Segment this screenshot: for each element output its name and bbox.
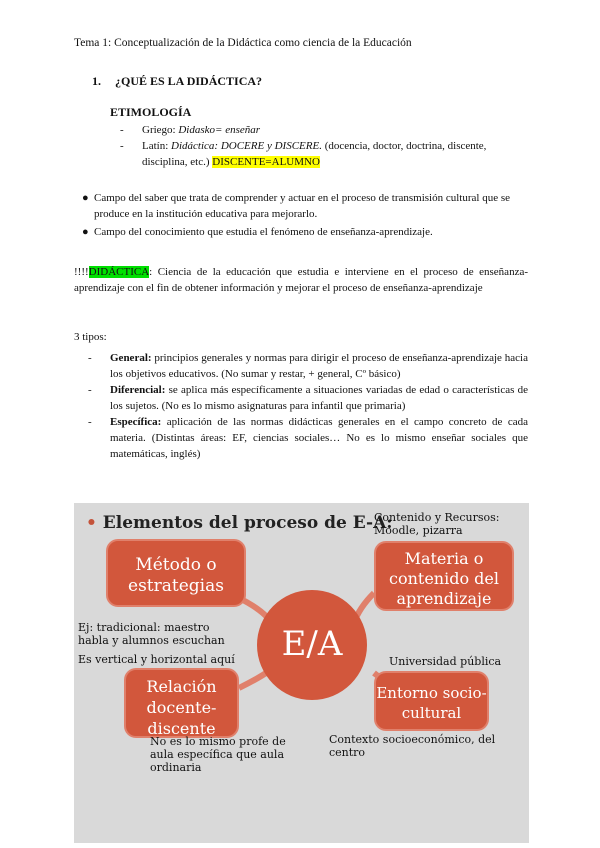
center-label: E/A	[281, 624, 343, 664]
list-item: - Griego: Didasko= enseñar	[120, 124, 261, 136]
didactica-definition	[74, 264, 528, 296]
list-item: ● Campo del saber que trata de comprender y actuar en el proceso de transmisión cultural que se produce en la institución educativa para mejorarlo.	[74, 190, 528, 222]
section-number: 1.	[92, 74, 101, 88]
box-entorno	[374, 671, 489, 731]
box-relacion	[124, 668, 239, 738]
box-metodo	[106, 539, 246, 607]
griego-label: Griego:	[142, 124, 179, 136]
latin-examples: (docencia, doctor, doctrina, discente, disciplina, etc.)	[142, 140, 487, 168]
box-entorno-label: Entorno socio-cultural	[376, 684, 487, 722]
note-profe: No es lo mismo profe de aula específica que aula ordinaria	[150, 735, 286, 774]
latin-term: Didáctica: DOCERE y DISCERE.	[171, 140, 322, 152]
discente-highlight: DISCENTE=ALUMNO	[212, 156, 320, 168]
box-materia	[374, 541, 514, 611]
etimologia-list	[120, 122, 530, 170]
etimologia-heading: ETIMOLOGÍA	[110, 105, 192, 119]
page-header: Tema 1: Conceptualización de la Didáctica como ciencia de la Educación	[74, 37, 412, 49]
section-title: ¿QUÉ ES LA DIDÁCTICA?	[115, 74, 263, 88]
slide-title-text: Elementos del proceso de E-A:	[102, 513, 393, 533]
note-contenido: Contenido y Recursos: Moodle, pizarra	[374, 511, 500, 537]
latin-label: Latín:	[142, 140, 172, 152]
didactica-highlight: DIDÁCTICA	[88, 266, 150, 278]
box-metodo-label: Método o estrategias	[128, 555, 224, 596]
note-vertical: Es vertical y horizontal aquí	[78, 653, 235, 666]
box-relacion-label: Relación docente-discente	[146, 677, 217, 738]
bullet-text: Campo del saber que trata de comprender y actuar en el proceso de transmisión cultural que se produce en la institución educativa para mejorarlo.	[94, 192, 511, 220]
box-materia-label: Materia o contenido del aprendizaje	[388, 549, 499, 608]
list-item: - General: principios generales y normas para dirigir el proceso de enseñanza-aprendizaje hacia los objetivos educativos. (No sumar y restar, + general, Cº básico)	[88, 352, 528, 380]
slide-image	[74, 503, 529, 843]
tipo-text: se aplica más específicamente a situaciones variadas de edad o características de los sujetos. (No es lo mismo asignaturas para infantil que primaria)	[110, 384, 528, 412]
note-ej: Ej: tradicional: maestro habla y alumnos escuchan	[78, 621, 225, 647]
exclamation-prefix: !!!!	[74, 266, 89, 278]
center-circle	[257, 590, 367, 700]
tipo-term: Específica:	[110, 416, 162, 428]
list-item: - Específica: aplicación de las normas didácticas generales en el campo concreto de cada materia. (Distintas áreas: EF, ciencias sociales… No es lo mismo enseñar sociales que matemáticas, inglés)	[88, 416, 528, 460]
tipos-list	[88, 350, 528, 462]
tipos-label: 3 tipos:	[74, 331, 107, 343]
definition-bullets	[74, 190, 528, 242]
bullet-text: Campo del conocimiento que estudia el fenómeno de enseñanza-aprendizaje.	[94, 226, 433, 238]
section-heading	[92, 74, 262, 89]
tipo-term: General:	[110, 352, 152, 364]
tipo-text: aplicación de las normas didácticas generales en el campo concreto de cada materia. (Distintas áreas: EF, ciencias sociales… No es lo mismo enseñar sociales que matemáticas, inglés)	[110, 416, 528, 460]
list-item: - Latín: Didáctica: DOCERE y DISCERE. (docencia, doctor, doctrina, discente, disciplina, etc.) DISCENTE=ALUMNO	[120, 140, 487, 168]
griego-term: Didasko= enseñar	[178, 124, 261, 136]
note-contexto: Contexto socioeconómico, del centro	[329, 733, 496, 759]
list-item: - Diferencial: se aplica más específicamente a situaciones variadas de edad o características de los sujetos. (No es lo mismo asignaturas para infantil que primaria)	[88, 384, 528, 412]
tipo-term: Diferencial:	[110, 384, 166, 396]
definition-text: : Ciencia de la educación que estudia e interviene en el proceso de enseñanza-aprendizaje con el fin de obtener información y mejorar el proceso de enseñanza-aprendizaje	[74, 266, 528, 294]
bullet-icon: •	[86, 513, 97, 533]
tipo-text: principios generales y normas para dirigir el proceso de enseñanza-aprendizaje hacia los objetivos educativos. (No sumar y restar, + general, Cº básico)	[110, 352, 528, 380]
list-item: ● Campo del conocimiento que estudia el fenómeno de enseñanza-aprendizaje.	[82, 226, 433, 238]
note-universidad: Universidad pública	[389, 655, 502, 668]
